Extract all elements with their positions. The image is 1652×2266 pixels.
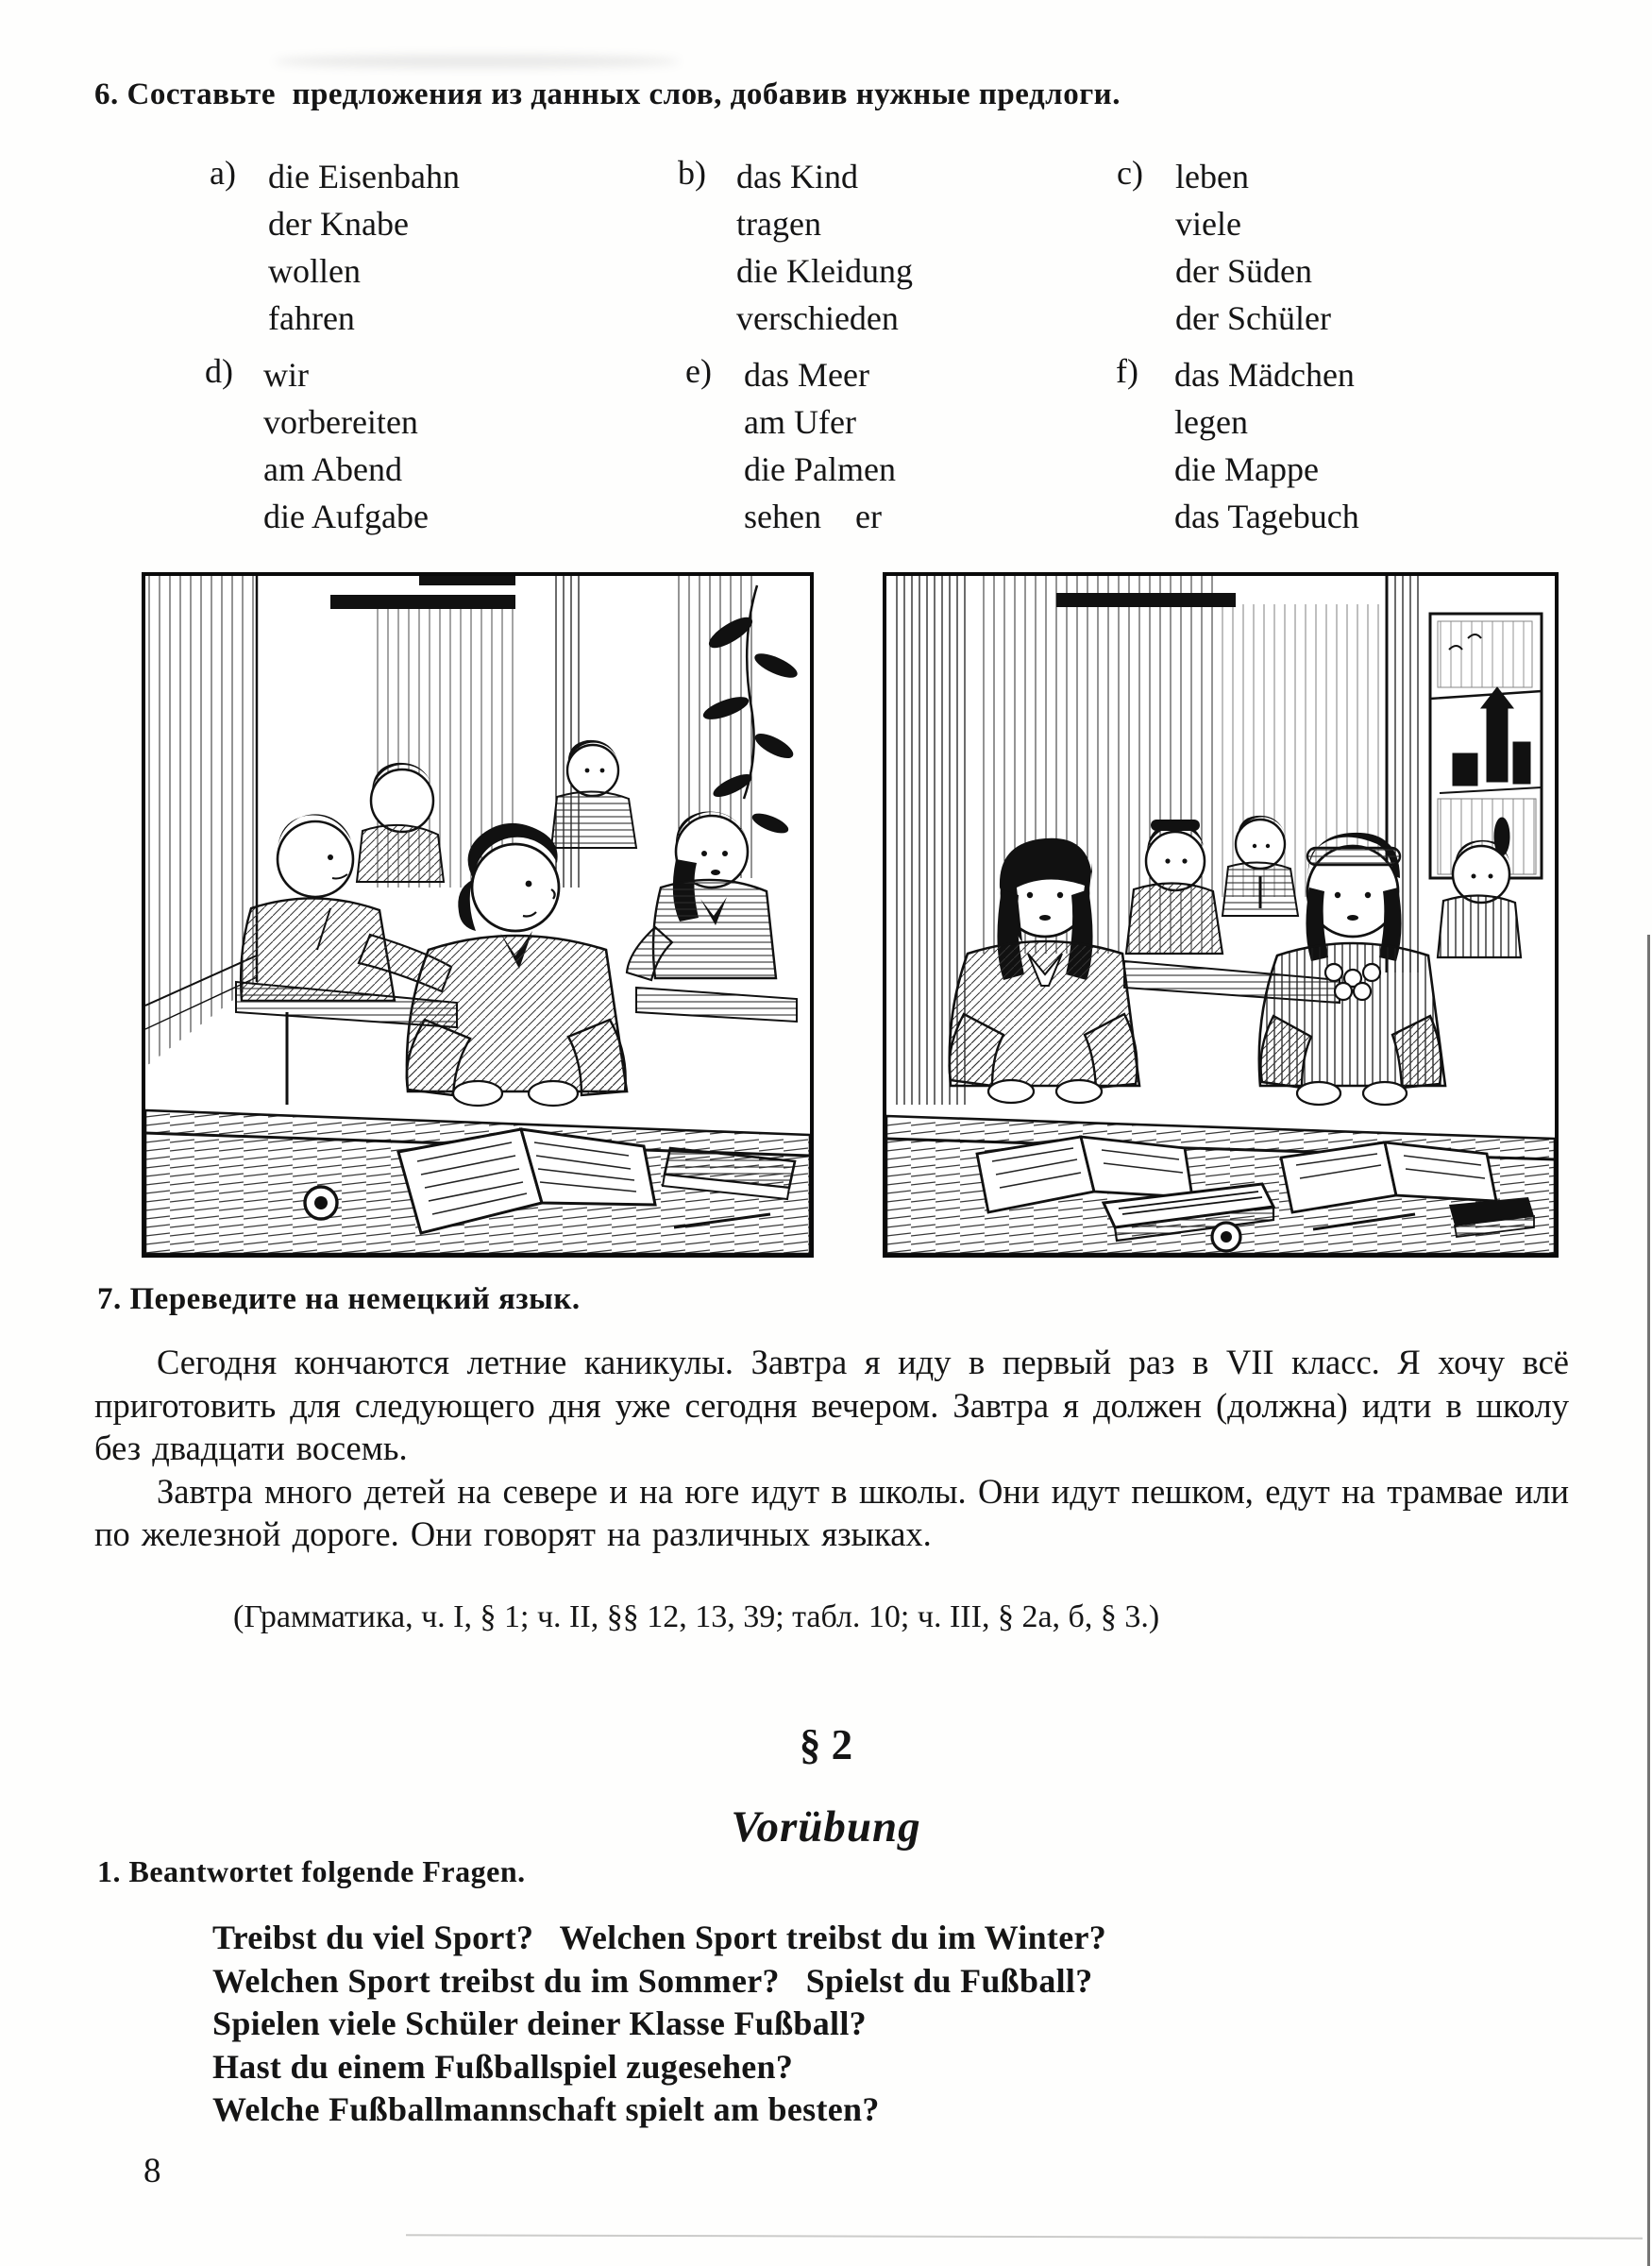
item-label: e) (685, 352, 712, 390)
word-line: viele (1175, 205, 1241, 243)
word-lines (1175, 153, 1331, 342)
word-line: das Tagebuch (1174, 498, 1359, 535)
exercise6-heading: 6. Составьте предложения из данных слов, добавив нужные предлоги. (94, 77, 1121, 111)
word-line: sehen er (744, 498, 882, 535)
word-lines (268, 153, 460, 342)
word-lines (263, 351, 429, 540)
exercise7-text (94, 1341, 1569, 1556)
classroom-illustration-right (883, 572, 1559, 1258)
word-line: legen (1174, 403, 1248, 441)
question-line: Welche Fußballmannschaft spielt am besten? (212, 2090, 880, 2128)
item-label: b) (678, 154, 706, 192)
question-line: Treibst du viel Sport? Welchen Sport treibst du im Winter? (212, 1919, 1107, 1956)
word-line: tragen (736, 205, 821, 243)
scan-edge-artifact (406, 2234, 1643, 2239)
item-label: d) (205, 352, 233, 390)
word-lines (1174, 351, 1359, 540)
window (1430, 614, 1542, 878)
word-line: der Knabe (268, 205, 409, 243)
classroom-left-engraving (145, 576, 810, 1254)
front-desk (145, 1110, 810, 1254)
word-line: die Palmen (744, 450, 896, 488)
word-line: leben (1175, 158, 1249, 195)
item-label: f) (1116, 352, 1138, 390)
word-line: das Meer (744, 356, 869, 394)
word-line: wir (263, 356, 309, 394)
word-line: die Mappe (1174, 450, 1319, 488)
question-list (212, 1917, 1106, 2132)
inkwell (1212, 1223, 1240, 1251)
word-item-e (685, 351, 896, 540)
exercise7-paragraph-1: Сегодня кончаются летние каникулы. Завтра я иду в первый раз в VII класс. Я хочу всё приготовить для следующего дня уже сегодня вечером. Завтра я должен (должна) идти в школу без двадцати восемь. (94, 1343, 1569, 1467)
inkwell (305, 1187, 337, 1219)
word-line: der Schüler (1175, 299, 1331, 337)
grammar-reference-note: (Грамматика, ч. I, § 1; ч. II, §§ 12, 13, 39; табл. 10; ч. III, § 2а, б, § 3.) (233, 1599, 1160, 1634)
word-item-d (205, 351, 429, 540)
word-line: der Süden (1175, 252, 1312, 290)
question-line: Welchen Sport treibst du im Sommer? Spielst du Fußball? (212, 1961, 1093, 2000)
word-line: am Abend (263, 450, 402, 488)
exercise7-paragraph-2: Завтра много детей на севере и на юге идут в школы. Они идут пешком, едут на трамвае или по железной дороге. Они говорят на различных языках. (94, 1471, 1569, 1553)
word-item-b (678, 153, 913, 342)
page-number: 8 (143, 2152, 161, 2190)
word-item-a (210, 153, 460, 342)
section-title: Vorübung (731, 1802, 921, 1852)
word-item-c (1117, 153, 1331, 342)
question-line: Spielen viele Schüler deiner Klasse Fußball? (212, 2004, 867, 2042)
front-desk (886, 1116, 1555, 1254)
word-line: das Mädchen (1174, 356, 1355, 394)
item-label: a) (210, 154, 236, 192)
scan-edge-artifact (1647, 935, 1650, 2266)
item-label: c) (1117, 154, 1143, 192)
question-line: Hast du einem Fußballspiel zugesehen? (212, 2047, 794, 2086)
word-lines (736, 153, 913, 342)
word-line: die Aufgabe (263, 498, 429, 535)
section-number: § 2 (799, 1721, 853, 1768)
word-line: wollen (268, 252, 361, 290)
classroom-right-engraving (886, 576, 1555, 1254)
exercise7-heading: 7. Переведите на немецкий язык. (97, 1282, 581, 1316)
word-line: die Eisenbahn (268, 158, 460, 195)
word-line: am Ufer (744, 403, 856, 441)
section2-exercise1-heading: 1. Beantwortet folgende Fragen. (97, 1854, 526, 1888)
word-line: verschieden (736, 299, 899, 337)
word-line: vorbereiten (263, 403, 418, 441)
word-lines (744, 351, 896, 540)
word-line: das Kind (736, 158, 858, 195)
classroom-illustration-left (142, 572, 814, 1258)
word-item-f (1116, 351, 1359, 540)
word-line: fahren (268, 299, 355, 337)
word-line: die Kleidung (736, 252, 913, 290)
scan-smudge (274, 55, 680, 68)
